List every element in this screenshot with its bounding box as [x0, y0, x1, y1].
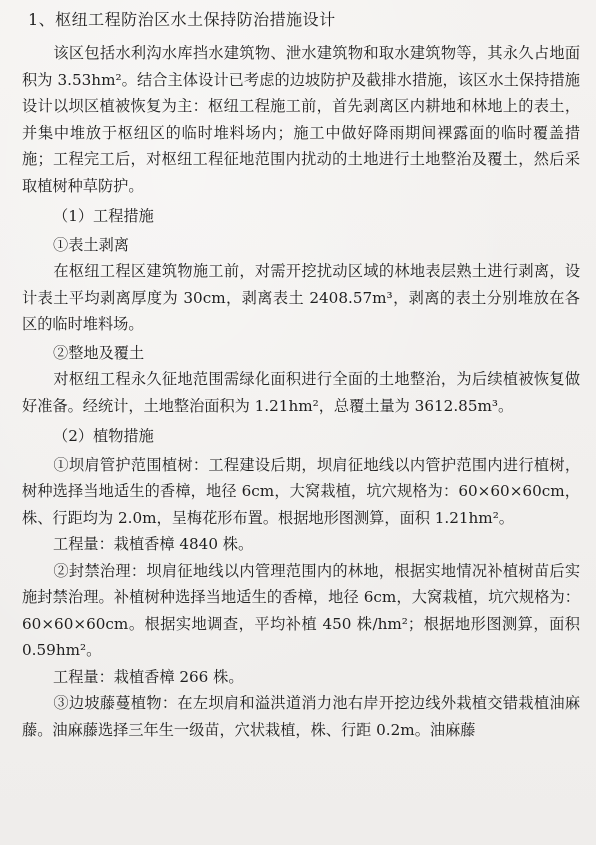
- enclosure-treatment-paragraph: [22, 558, 580, 664]
- slope-vine-text: ③边坡藤蔓植物：在左坝肩和溢洪道消力池右岸开挖边线外栽植交错栽植油麻藤。油麻藤选择三年生一级苗，穴状栽植，株、行距 0.2m。油麻藤: [22, 694, 580, 739]
- work-quantity-1-text: 工程量：栽植香樟 4840 株。: [53, 535, 254, 553]
- dam-shoulder-planting-paragraph: [22, 452, 580, 532]
- work-quantity-2: [22, 664, 580, 691]
- intro-text: 该区包括水利沟水库挡水建筑物、泄水建筑物和取水建筑物等，其永久占地面积为 3.53hm²。结合主体设计已考虑的边坡防护及截排水措施，该区水土保持措施设计以坝区植被恢复为主：枢纽工程施工前，首先剥离区内耕地和林地上的表土，并集中堆放于枢纽区的临时堆料场内；施工中做好降雨期间裸露面的临时覆盖措施；工程完工后，对枢纽工程征地范围内扰动的土地进行土地整治及覆土，然后采取植树种草防护。: [22, 44, 580, 195]
- land-leveling-title: ②整地及覆土: [53, 343, 145, 362]
- section-title: 1、枢纽工程防治区水土保持防治措施设计: [28, 10, 336, 29]
- enclosure-treatment-text: ②封禁治理：坝肩征地线以内管理范围内的林地，根据实地情况补植树苗后实施封禁治理。补植树种选择当地适生的香樟，地径 6cm，大窝栽植，坑穴规格为：60×60×60cm。根据实地调查，平均补植 450 株/hm²；根据地形图测算，面积 0.59hm²。: [22, 561, 580, 659]
- land-leveling-paragraph: [22, 366, 580, 419]
- topsoil-stripping-text: 在枢纽工程区建筑物施工前，对需开挖扰动区域的林地表层熟土进行剥离，设计表土平均剥离厚度为 30cm，剥离表土 2408.57m³，剥离的表土分别堆放在各区的临时堆料场。: [22, 262, 580, 333]
- topsoil-stripping-title: ①表土剥离: [53, 235, 129, 254]
- land-leveling-text: 对枢纽工程永久征地范围需绿化面积进行全面的土地整治，为后续植被恢复做好准备。经统计，土地整治面积为 1.21hm²，总覆土量为 3612.85m³。: [22, 370, 580, 415]
- work-quantity-2-text: 工程量：栽植香樟 266 株。: [53, 667, 244, 686]
- work-quantity-1: [22, 531, 580, 558]
- intro-paragraph: [22, 40, 580, 199]
- plant-measures-heading: （2）植物措施: [53, 427, 154, 445]
- document-body: [22, 10, 580, 743]
- topsoil-stripping-paragraph: [22, 258, 580, 338]
- engineering-measures-heading: （1）工程措施: [53, 207, 154, 225]
- dam-shoulder-planting-text: ①坝肩管护范围植树：工程建设后期，坝肩征地线以内管护范围内进行植树，树种选择当地适生的香樟，地径 6cm，大窝栽植，坑穴规格为：60×60×60cm，株、行距均为 2.0m，呈梅花形布置。根据地形图测算，面积 1.21hm²。: [22, 455, 580, 527]
- slope-vine-paragraph: [22, 690, 580, 743]
